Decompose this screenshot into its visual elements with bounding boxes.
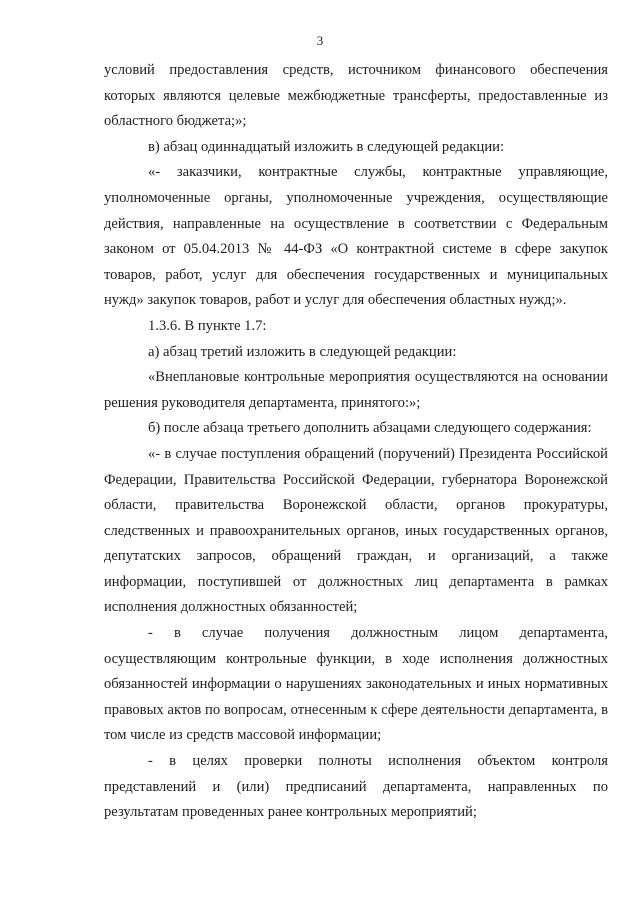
page-number: 3	[316, 33, 324, 48]
paragraph-continuation: условий предоставления средств, источником финансового обеспечения которых являются целевые межбюджетные трансферты, предоставленные из областного бюджета;»;	[104, 62, 608, 130]
paragraph-item-1-3-6: 1.3.6. В пункте 1.7:	[148, 317, 267, 334]
document-body	[104, 58, 608, 826]
paragraph-subitem-v: в) абзац одиннадцатый изложить в следующей редакции:	[148, 138, 504, 155]
paragraph-violations-info: - в случае получения должностным лицом департамента, осуществляющим контрольные функции, в ходе исполнения должностных обязанностей информации о нарушениях законодательных и иных нормативных правовых актов по вопросам, отнесенным к сфере деятельности департамента, в том числе из средств массовой информации;	[104, 625, 608, 744]
paragraph-quoted-appeals: «- в случае поступления обращений (поручений) Президента Российской Федерации, Правительства Российской Федерации, губернатора Воронежской области, правительства Воронежской области, органов прокуратуры, следственных и правоохранительных органов, иных государственных органов, депутатских запросов, обращений граждан, и организаций, а также информации, поступившей от должностных лиц департамента в рамках исполнения должностных обязанностей;	[104, 445, 608, 616]
paragraph-check-completeness: - в целях проверки полноты исполнения объектом контроля представлений и (или) предписаний департамента, направленных по результатам проведенных ранее контрольных мероприятий;	[104, 753, 608, 821]
paragraph-subitem-b: б) после абзаца третьего дополнить абзацами следующего содержания:	[148, 420, 592, 437]
paragraph-quoted-unscheduled: «Внеплановые контрольные мероприятия осуществляются на основании решения руководителя департамента, принятого:»;	[104, 369, 608, 411]
paragraph-subitem-a: а) абзац третий изложить в следующей редакции:	[148, 343, 457, 360]
paragraph-quoted-customers: «- заказчики, контрактные службы, контрактные управляющие, уполномоченные органы, уполномоченные учреждения, осуществляющие действия, направленные на осуществление в соответствии с Федеральным законом от 05.04.2013 № 44-ФЗ «О контрактной системе в сфере закупок товаров, работ, услуг для обеспечения государственных и муниципальных нужд» закупок товаров, работ и услуг для обеспечения областных нужд;».	[104, 164, 608, 309]
